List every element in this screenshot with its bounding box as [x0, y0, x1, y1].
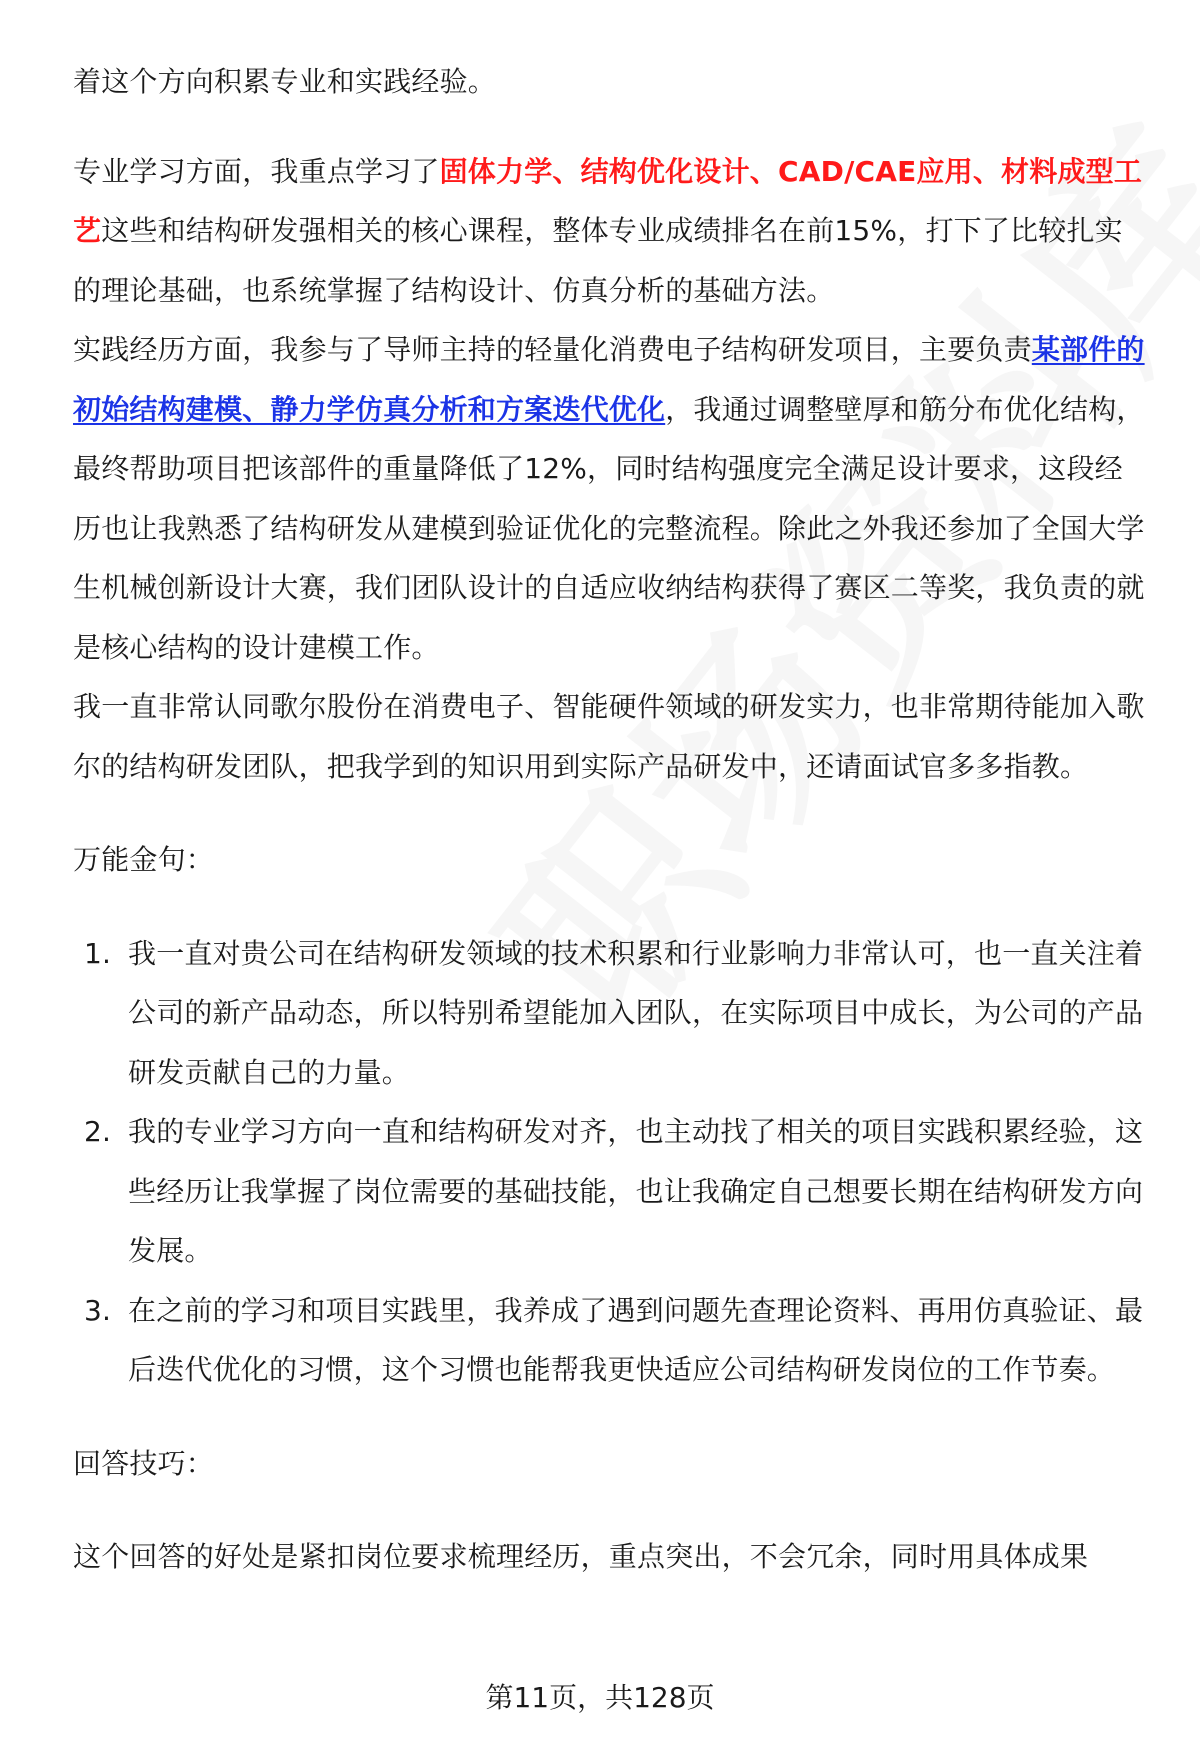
paragraph-company: 我一直非常认同歌尔股份在消费电子、智能硬件领域的研发实力，也非常期待能加入歌尔的结构研发团队，把我学到的知识用到实际产品研发中，还请面试官多多指教。: [73, 690, 1145, 783]
practice-highlight: 某部件的初始结构建模、静力学仿真分析和方案迭代优化: [73, 333, 1145, 426]
practice-prefix: 实践经历方面，我参与了导师主持的轻量化消费电子结构研发项目，主要负责: [73, 333, 1032, 366]
study-suffix: 这些和结构研发强相关的核心课程，整体专业成绩排名在前15%，打下了比较扎实的理论基础，也系统掌握了结构设计、仿真分析的基础方法。: [73, 214, 1123, 307]
list-item: [73, 924, 1145, 1103]
study-highlight: 固体力学、结构优化设计、CAD/CAE应用、材料成型工艺: [73, 154, 1143, 247]
list-item-text: 我的专业学习方向一直和结构研发对齐，也主动找了相关的项目实践积累经验，这些经历让我掌握了岗位需要的基础技能，也让我确定自己想要长期在结构研发方向发展。: [128, 1115, 1144, 1267]
golden-list: [73, 924, 1145, 1400]
list-item-number: 3.: [84, 1293, 112, 1327]
practice-suffix: ，我通过调整壁厚和筋分布优化结构，最终帮助项目把该部件的重量降低了12%，同时结构强度完全满足设计要求，这段经历也让我熟悉了结构研发从建模到验证优化的完整流程。除此之外我还参加了全国大学生机械创新设计大赛，我们团队设计的自适应收纳结构获得了赛区二等奖，我负责的就是核心结构的设计建模工作。: [73, 392, 1145, 664]
golden-heading: 万能金句：: [73, 843, 215, 876]
list-item-number: 1.: [84, 936, 112, 970]
list-item-text: 我一直对贵公司在结构研发领域的技术积累和行业影响力非常认可，也一直关注着公司的新产品动态，所以特别希望能加入团队，在实际项目中成长，为公司的产品研发贡献自己的力量。: [128, 936, 1144, 1089]
paragraph-practice: [73, 320, 1145, 677]
study-prefix: 专业学习方面，我重点学习了: [73, 154, 440, 188]
tips-heading: 回答技巧：: [73, 1446, 215, 1480]
document-body: [73, 52, 1145, 1587]
list-item-text: 在之前的学习和项目实践里，我养成了遇到问题先查理论资料、再用仿真验证、最后迭代优化的习惯，这个习惯也能帮我更快适应公司结构研发岗位的工作节奏。: [128, 1293, 1144, 1386]
paragraph-tips: 这个回答的好处是紧扣岗位要求梳理经历，重点突出，不会冗余，同时用具体成果: [73, 1540, 1089, 1573]
paragraph-continuation: 着这个方向积累专业和实践经验。: [73, 65, 497, 98]
page-number: 第11页，共128页: [485, 1681, 715, 1714]
paragraph-study: [73, 142, 1145, 321]
list-item-number: 2.: [84, 1115, 112, 1148]
list-item: [73, 1281, 1145, 1400]
list-item: [73, 1102, 1145, 1281]
